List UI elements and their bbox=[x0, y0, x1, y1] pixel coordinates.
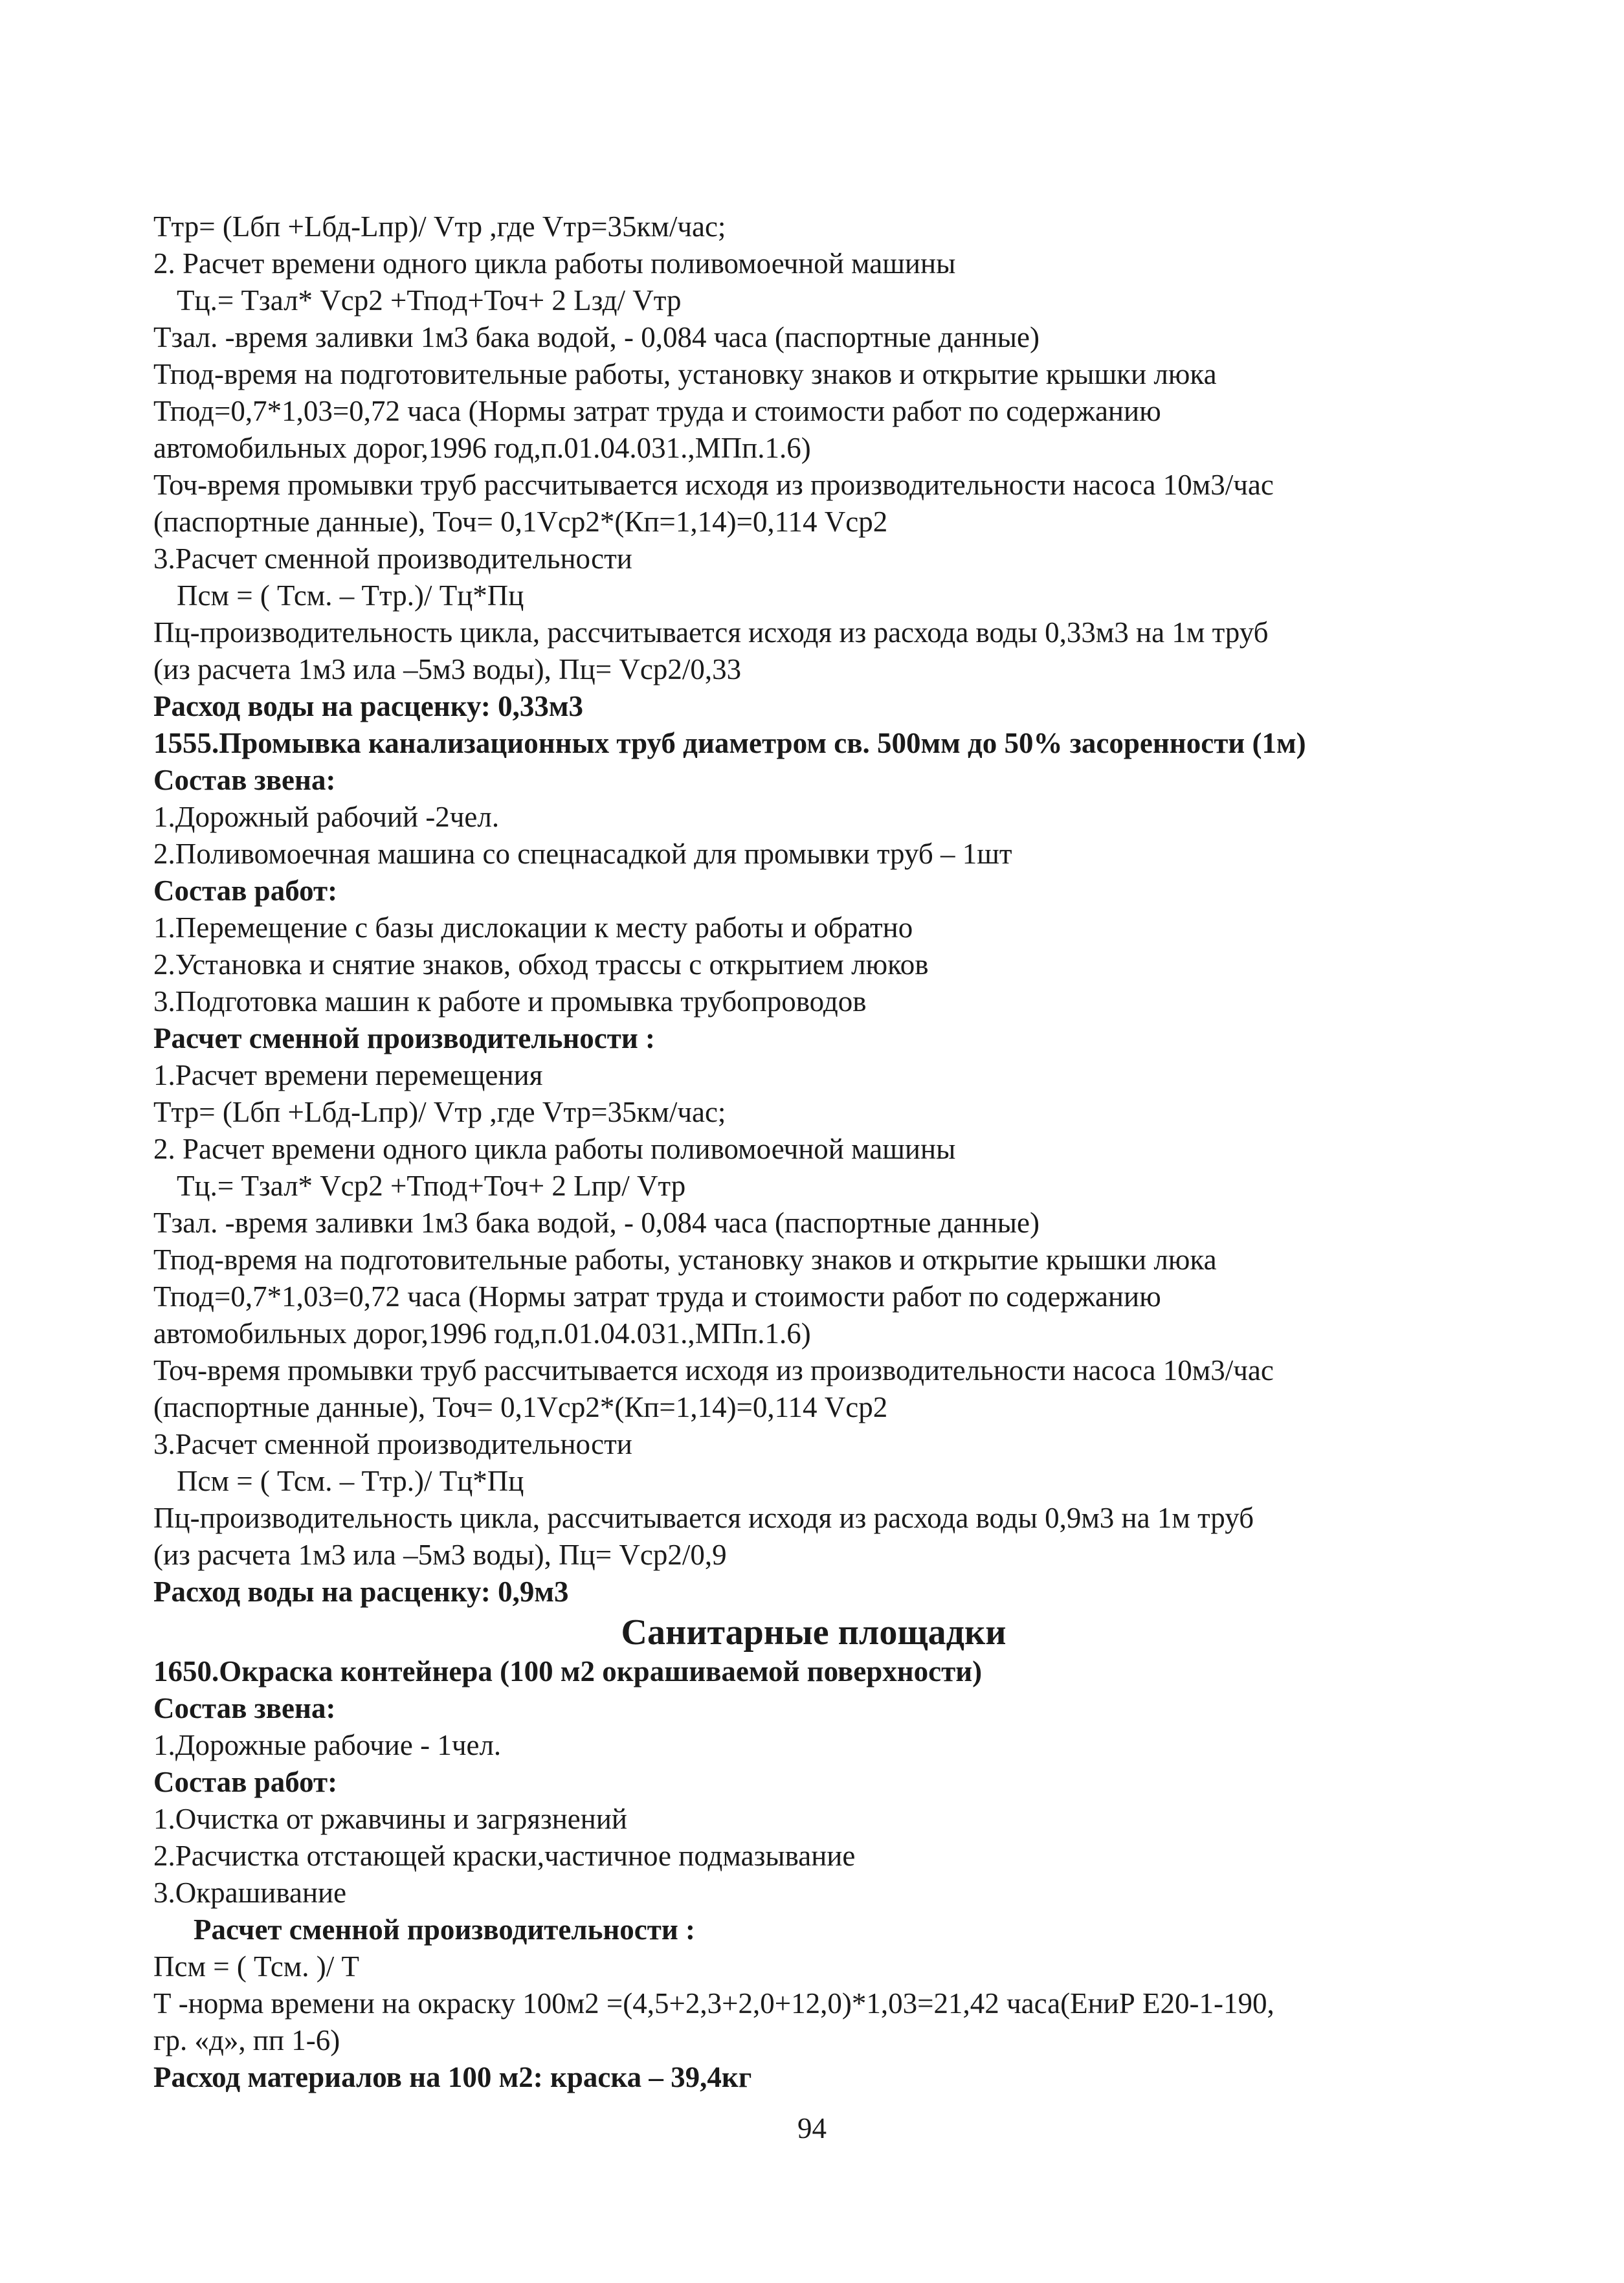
list-item: 2.Установка и снятие знаков, обход трассы с открытием люков bbox=[153, 948, 929, 981]
text-line: автомобильных дорог,1996 год,п.01.04.031.,МПп.1.6) bbox=[153, 1317, 811, 1350]
section-title: 1650.Окраска контейнера (100 м2 окрашиваемой поверхности) bbox=[153, 1655, 983, 1687]
formula-line: Псм = ( Тсм. – Ттр.)/ Тц*Пц bbox=[177, 1465, 524, 1497]
text-line: Точ-время промывки труб рассчитывается исходя из производительности насоса 10м3/час bbox=[153, 1354, 1274, 1387]
list-item: 1.Дорожный рабочий -2чел. bbox=[153, 801, 500, 833]
text-line: 3.Расчет сменной производительности bbox=[153, 1428, 632, 1460]
text-line: гр. «д», пп 1-6) bbox=[153, 2024, 340, 2056]
list-item: 1.Очистка от ржавчины и загрязнений bbox=[153, 1803, 628, 1835]
text-line: Пц-производительность цикла, рассчитывается исходя из расхода воды 0,33м3 на 1м труб bbox=[153, 616, 1269, 649]
list-item: 1.Расчет времени перемещения bbox=[153, 1059, 543, 1091]
text-line: автомобильных дорог,1996 год,п.01.04.031.,МПп.1.6) bbox=[153, 432, 811, 464]
subheading: Состав работ: bbox=[153, 874, 338, 907]
formula-line: Псм = ( Тсм. – Ттр.)/ Тц*Пц bbox=[177, 579, 524, 612]
list-item: 1.Дорожные рабочие - 1чел. bbox=[153, 1729, 502, 1761]
subheading: Состав звена: bbox=[153, 764, 336, 796]
section-heading: Санитарные площадки bbox=[621, 1612, 1007, 1653]
subheading: Расчет сменной производительности : bbox=[153, 1022, 656, 1054]
text-line: 2. Расчет времени одного цикла работы поливомоечной машины bbox=[153, 247, 956, 280]
text-line: Точ-время промывки труб рассчитывается исходя из производительности насоса 10м3/час bbox=[153, 469, 1274, 501]
document-body bbox=[153, 208, 1474, 2096]
list-item: 3.Окрашивание bbox=[153, 1877, 347, 1909]
text-line: Тзал. -время заливки 1м3 бака водой, - 0,084 часа (паспортные данные) bbox=[153, 321, 1040, 353]
formula-line: Тц.= Тзал* Vср2 +Тпод+Точ+ 2 Lзд/ Vтр bbox=[177, 284, 682, 317]
list-item: 2.Поливомоечная машина со спецнасадкой для промывки труб – 1шт bbox=[153, 838, 1012, 870]
text-line: Пц-производительность цикла, рассчитывается исходя из расхода воды 0,9м3 на 1м труб bbox=[153, 1502, 1254, 1534]
list-item: 3.Подготовка машин к работе и промывка трубопроводов bbox=[153, 985, 867, 1018]
text-line: (паспортные данные), Точ= 0,1Vср2*(Кп=1,14)=0,114 Vср2 bbox=[153, 1391, 888, 1423]
bold-line: Расход материалов на 100 м2: краска – 39,4кг bbox=[153, 2061, 752, 2093]
page-number: 94 bbox=[797, 2112, 827, 2144]
text-line: (из расчета 1м3 ила –5м3 воды), Пц= Vср2/0,9 bbox=[153, 1539, 727, 1571]
formula-line: Псм = ( Тсм. )/ Т bbox=[153, 1950, 360, 1983]
subheading: Состав работ: bbox=[153, 1766, 338, 1798]
text-line: Тпод-время на подготовительные работы, установку знаков и открытие крышки люка bbox=[153, 1243, 1217, 1276]
text-line: 3.Расчет сменной производительности bbox=[153, 542, 632, 575]
text-line: Тпод=0,7*1,03=0,72 часа (Нормы затрат труда и стоимости работ по содержанию bbox=[153, 395, 1161, 427]
text-line: Т -норма времени на окраску 100м2 =(4,5+2,3+2,0+12,0)*1,03=21,42 часа(ЕниР Е20-1-190, bbox=[153, 1987, 1274, 2020]
text-line: 2. Расчет времени одного цикла работы поливомоечной машины bbox=[153, 1133, 956, 1165]
text-line: (паспортные данные), Точ= 0,1Vср2*(Кп=1,14)=0,114 Vср2 bbox=[153, 506, 888, 538]
list-item: 1.Перемещение с базы дислокации к месту работы и обратно bbox=[153, 911, 913, 944]
text-line: (из расчета 1м3 ила –5м3 воды), Пц= Vср2/0,33 bbox=[153, 653, 742, 685]
formula-line: Тц.= Тзал* Vср2 +Тпод+Точ+ 2 Lпр/ Vтр bbox=[177, 1170, 686, 1202]
subheading: Состав звена: bbox=[153, 1692, 336, 1724]
bold-line: Расход воды на расценку: 0,9м3 bbox=[153, 1576, 569, 1608]
text-line: Ттр= (Lбп +Lбд-Lпр)/ Vтр ,где Vтр=35км/час; bbox=[153, 210, 726, 243]
list-item: 2.Расчистка отстающей краски,частичное подмазывание bbox=[153, 1840, 856, 1872]
bold-line: Расход воды на расценку: 0,33м3 bbox=[153, 690, 584, 722]
text-line: Тпод-время на подготовительные работы, установку знаков и открытие крышки люка bbox=[153, 358, 1217, 390]
subheading: Расчет сменной производительности : bbox=[194, 1913, 696, 1946]
text-line: Тзал. -время заливки 1м3 бака водой, - 0,084 часа (паспортные данные) bbox=[153, 1207, 1040, 1239]
text-line: Тпод=0,7*1,03=0,72 часа (Нормы затрат труда и стоимости работ по содержанию bbox=[153, 1280, 1161, 1313]
section-title: 1555.Промывка канализационных труб диаметром св. 500мм до 50% засоренности (1м) bbox=[153, 727, 1306, 759]
text-line: Ттр= (Lбп +Lбд-Lпр)/ Vтр ,где Vтр=35км/час; bbox=[153, 1096, 726, 1128]
